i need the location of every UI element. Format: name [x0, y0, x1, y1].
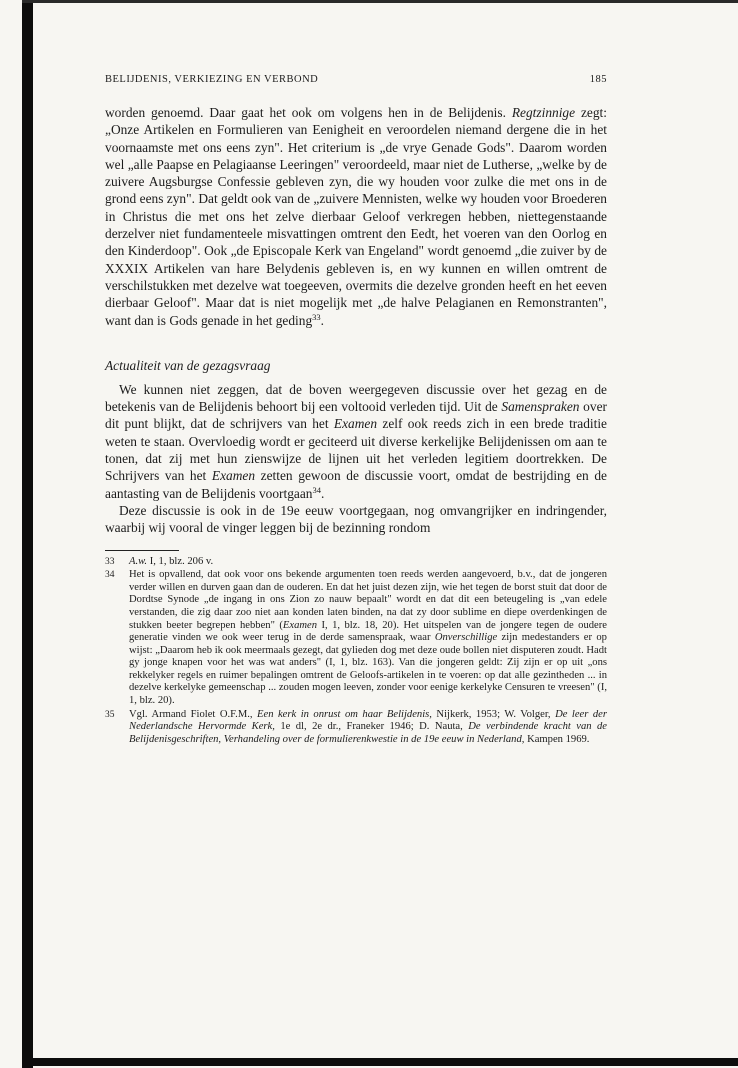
paragraph-2-text: over dit punt blijkt, dat de schrijvers van het — [105, 399, 607, 432]
running-head — [105, 74, 607, 90]
footnote-italic: Een kerk in onrust om haar Belijdenis, — [257, 708, 432, 720]
paragraph-2-italic: Samenspraken — [501, 399, 580, 415]
footnote-segment: I, 1, blz. 18, 20). Het uitspelen van de jongere tegen de oudere generatie vinden we ook weer terug in de derde samenspraak, waar — [129, 619, 607, 644]
page-number: 185 — [589, 74, 607, 85]
footnote-segment: zijn medestanders er op wijst: „Daarom heb ik ook meermaals gezegt, dat gylieden dog met deze oude bollen niet disputeren zoudt. Hadt gy jonge knapen voor het was wat anders" (I, 1, blz. 163). Van die jongeren geldt: Zij zijn er op uit „ons rekkelyker regels en ruimer bepalingen omtrent de Geloofs-artikelen in te voeren: op dat alle gezintheden ... in dezelve kerkelyke gemeenschap ... zouden mogen leeven, zonder voor eenige kerkelyke Censuren te vreesen" (I, 1, blz. 20). — [129, 632, 607, 707]
paragraph-2-text: We kunnen niet zeggen, dat de boven weergegeven discussie over het gezag en de betekenis van de Belijdenis behoort bij een voltooid verleden tijd. Uit de — [105, 381, 607, 415]
footnote-italic: De leer der Nederlandsche Hervormde Kerk, — [129, 708, 607, 733]
paragraph-3: Deze discussie is ook in de 19e eeuw voortgegaan, nog omvangrijker en indringender, waarbij wij vooral de vinger leggen bij de bezinning rondom — [105, 502, 607, 536]
footnote-text — [129, 556, 607, 569]
body-text — [105, 104, 607, 537]
scan-left-edge — [22, 0, 33, 1068]
paragraph-1-italic: Regtzinnige — [511, 105, 576, 120]
footnote-ref-33: 33 — [312, 311, 321, 322]
footnote-number: 33 — [105, 556, 115, 567]
footnote-text — [129, 709, 607, 747]
footnote-ref-34: 34 — [312, 484, 321, 495]
footnote-text — [129, 569, 607, 708]
paragraph-1-text: worden genoemd. Daar gaat het ook om volgens hen in de Belijdenis. — [105, 105, 512, 120]
footnote-italic: Onverschillige — [434, 632, 498, 644]
footnote-italic: Examen — [282, 619, 318, 631]
book-page — [105, 74, 607, 747]
footnote-number: 35 — [105, 709, 115, 720]
paragraph-2-italic: Examen — [211, 468, 256, 484]
running-head-title: BELIJDENIS, VERKIEZING EN VERBOND — [105, 74, 319, 85]
scan-bottom-edge — [22, 1058, 738, 1066]
paragraph-2 — [105, 381, 607, 502]
paragraph-1-text: zegt: „Onze Artikelen en Formulieren van Eenigheit en veroordelen niemand dergene die in het voornaamste met ons eens zyn". Het criterium is „de vrye Genade Gods". Daarom worden wel „alle Paapse en Pelagiaanse Leeringen" veroordeeld, maar niet de Lutherse, „welke by de zuivere Augsburgse Confessie gebleven zyn, die wy houden voor zulke die met ons in de grond eens zyn". Dat geldt ook van de „zuivere Mennisten, welke wy houden voor Broederen in Christus die met ons het zelve dierbaar Geloof verkregen hebben, niettegenstaande derzelver niet fundamenteele misvattingen omtrent den Eedt, het voeren van den Oorlog en den Kinderdoop". Ook „de Episcopale Kerk van Engeland" wordt genoemd „die zuiver by de XXXIX Artikelen van hare Belydenis gebleven is, en wy kunnen en willen omtrent de verschilstukken met dezelve wat toegeeven, overmits die dezelve gronden heeft en het eeven dierbaar Geloof". Maar dat is niet mogelijk met „de halve Pelagianen en Remonstranten", want dan is Gods genade in het geding — [105, 105, 607, 328]
footnote-italic: De verbindende kracht van de Belijdenisgeschriften, Verhandeling over de formulierenkwestie in de 19e eeuw in Nederland, — [129, 721, 608, 745]
footnote-number: 34 — [105, 570, 115, 581]
footnote-35 — [105, 709, 607, 747]
paragraph-2-text: zetten gewoon de discussie voort, omdat de bestrijding en de aantasting van de Belijdenis voortgaan — [105, 468, 607, 501]
footnote-italic: A.w. — [129, 555, 148, 567]
footnote-segment: Vgl. Armand Fiolet O.F.M., — [129, 708, 258, 720]
footnote-segment: Het is opvallend, dat ook voor ons bekende argumenten toen reeds werden aangevoerd, b.v., dat de jongeren verder willen en durven gaan dan de ouderen. En dat het juist dezen zijn, wie het tegen de borst stuit dat door de Dordtse Synode „de ingang in ons Zion zo nauw bepaalt" wordt en dat dit een beteugeling is „van edele verstanden, die zig daar zoo niet aan konden laten binden, na dat zy door sublime en diepe overdenkingen de stukken beeter begrepen hebben" ( — [129, 569, 607, 631]
footnote-segment: I, 1, blz. 206 v. — [147, 555, 214, 567]
paragraph-1 — [105, 104, 607, 329]
paragraph-2-text: zelf ook reeds zich in een brede traditie weten te staan. Overvloedig wordt er geciteerd uit diverse kerkelijke Belijdenissen om aan te tonen, dat zij met hun zienswijze de lijnen uit het verleden legitiem doortrekken. De Schrijvers van het — [105, 416, 607, 484]
paragraph-1-text: . — [320, 312, 324, 328]
footnote-segment: Kampen 1969. — [524, 733, 590, 745]
paragraph-2-italic: Examen — [333, 416, 378, 432]
paragraph-2-text: . — [321, 485, 325, 501]
footnote-34 — [105, 569, 607, 708]
footnote-segment: Nijkerk, 1953; W. Volger, — [431, 708, 556, 720]
footnote-segment: 1e dl, 2e dr., Franeker 1946; D. Nauta, — [274, 721, 469, 733]
footnotes — [105, 556, 607, 747]
scan-top-edge — [22, 0, 738, 3]
section-heading: Actualiteit van de gezagsvraag — [105, 357, 271, 373]
footnote-divider — [105, 550, 179, 551]
footnote-33 — [105, 556, 607, 569]
